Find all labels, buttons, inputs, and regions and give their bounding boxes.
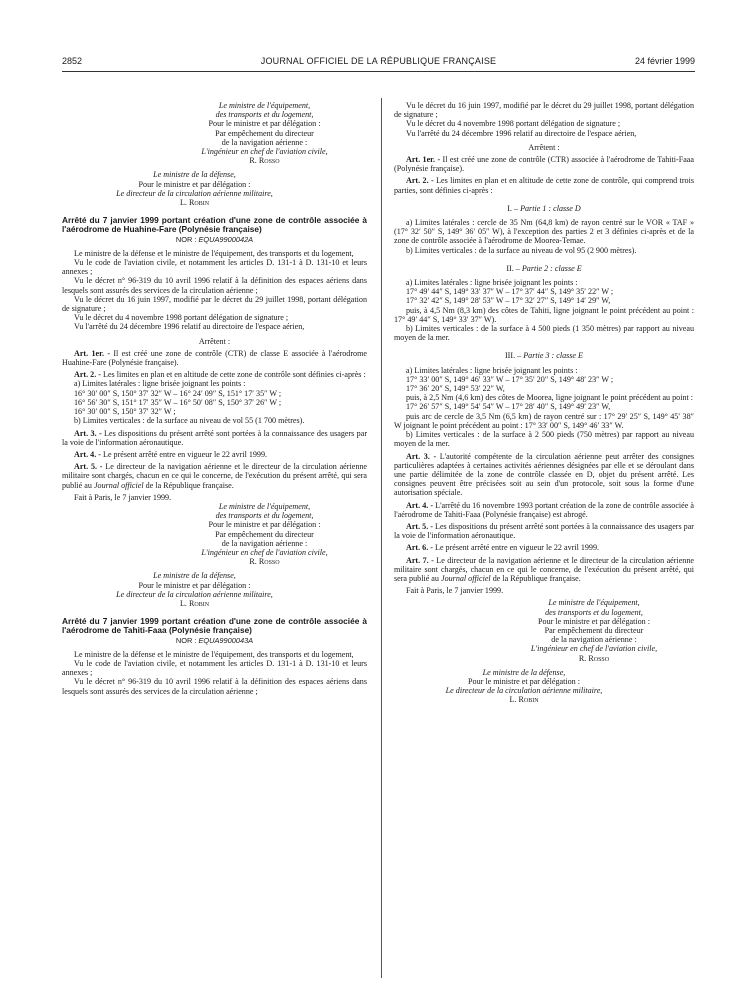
nor-reference: NOR : EQUA9900043A <box>175 635 254 645</box>
section-heading: II. – Partie 2 : classe E <box>506 263 582 273</box>
sig-line: Le directeur de la circulation aérienne militaire, <box>116 589 273 599</box>
article-3: Art. 3. - Les dispositions du présent arrêté sont portées à la connaissance des usagers par la voie de l'information aéronautique. <box>62 428 368 447</box>
signatory-name: L. Robin <box>179 198 210 208</box>
left-column <box>62 101 367 696</box>
visa-paragraph: Vu le décret n° 96-319 du 10 avril 1996 relatif à la définition des espaces aériens dans lesquels sont assurés des services de la circulation aérienne ; <box>62 276 367 295</box>
sig-line: Par empêchement du directeur <box>544 625 644 635</box>
sig-line: Le ministre de l'équipement, <box>548 598 640 608</box>
right-column <box>394 101 694 705</box>
sig-line: Pour le ministre et par délégation : <box>138 580 251 590</box>
sig-line: L'ingénieur en chef de l'aviation civile, <box>201 547 328 557</box>
limits-lateral: a) Limites latérales : ligne brisée joignant les points : <box>406 365 578 375</box>
signature-block-defense <box>394 668 694 705</box>
page-number: 2852 <box>62 56 83 66</box>
signatory-name: R. Rosso <box>249 557 280 567</box>
signature-block-equipement <box>62 502 367 566</box>
sig-line: Par empêchement du directeur <box>215 529 314 539</box>
limits-vertical: b) Limites verticales : de la surface à 2 500 pieds (750 mètres) par rapport au niveau moyen de la mer. <box>394 430 694 449</box>
sig-line: de la navigation aérienne : <box>221 137 308 147</box>
journal-title: JOURNAL OFFICIEL DE LA RÉPUBLIQUE FRANÇAISE <box>260 56 497 66</box>
sig-line: Le directeur de la circulation aérienne militaire, <box>445 686 603 696</box>
limits-vertical: b) Limites verticales : de la surface au niveau de vol 55 (1 700 mètres). <box>74 416 305 426</box>
visa-paragraph: Le ministre de la défense et le ministre de l'équipement, des transports et du logement, <box>74 248 354 258</box>
issue-date: 24 février 1999 <box>634 56 695 66</box>
coordinate-line: 17° 32′ 42″ S, 149° 28′ 53″ W – 17° 32′ 27″ S, 149° 14′ 29″ W, <box>406 296 611 306</box>
article-7: Art. 7. - Le directeur de la navigation aérienne et le directeur de la circulation aérienne militaire sont chargés, chacun en ce qui le concerne, de l'exécution du présent arrêté, qui sera publié au Journal officiel de la République française. <box>394 555 694 583</box>
visa-paragraph: Vu le décret du 4 novembre 1998 portant délégation de signature ; <box>74 313 289 323</box>
sig-line: L'ingénieur en chef de l'aviation civile, <box>530 644 658 654</box>
visa-paragraph: Vu le code de l'aviation civile, et notamment les articles D. 131-1 à D. 131-10 et leurs annexes ; <box>62 258 367 277</box>
sig-line: des transports et du logement, <box>215 511 314 521</box>
article-1: Art. 1er. - Il est créé une zone de contrôle (CTR) associée à l'aérodrome de Tahiti-Faaa (Polynésie française). <box>394 155 694 174</box>
coordinate-line: 16° 56′ 30″ S, 151° 17′ 35″ W – 16° 50′ 08″ S, 150° 37′ 26″ W ; <box>74 397 282 407</box>
signature-block-equipement <box>394 598 694 662</box>
sig-line: Le ministre de la défense, <box>482 667 566 677</box>
visa-paragraph: Vu le code de l'aviation civile, et notamment les articles D. 131-1 à D. 131-10 et leurs annexes ; <box>62 658 367 678</box>
fait-a-paris: Fait à Paris, le 7 janvier 1999. <box>406 586 504 596</box>
sig-line: de la navigation aérienne : <box>551 635 637 645</box>
limits-lateral: a) Limites latérales : cercle de 35 Nm (64,8 km) de rayon centré sur le VOR « TAF » (17° 32′ 50″ S, 149° 36′ 05″ W), à l'exception des parties 2 et 3 définies ci-après et de la zone de contrôle associée à l'aérodrome de Moorea-Temae. <box>394 218 694 246</box>
coordinate-line: 17° 33′ 00″ S, 149° 46′ 33″ W – 17° 35′ 20″ S, 149° 48′ 23″ W ; <box>406 374 614 384</box>
running-header <box>62 56 695 70</box>
sig-line: Le ministre de l'équipement, <box>218 101 311 110</box>
sig-line: Pour le ministre et par délégation : <box>538 616 650 626</box>
signatory-name: L. Robin <box>509 695 539 705</box>
limits-lateral: a) Limites latérales : ligne brisée joignant les points : <box>406 278 578 288</box>
header-rule <box>62 71 695 72</box>
sig-line: Le ministre de l'équipement, <box>218 501 311 511</box>
visa-paragraph: Vu le décret du 4 novembre 1998 portant délégation de signature ; <box>406 119 621 129</box>
sig-line: des transports et du logement, <box>545 607 643 617</box>
sig-line: Le ministre de la défense, <box>153 571 236 581</box>
article-5: Art. 5. - Le directeur de la navigation aérienne et le directeur de la circulation aérienne militaire sont chargés, chacun en ce qui le concerne, de l'exécution du présent arrêté, qui sera publié au Journal officiel de la République française. <box>62 462 368 490</box>
column-divider <box>381 98 382 978</box>
sig-line: Pour le ministre et par délégation : <box>208 520 321 530</box>
signatory-name: R. Rosso <box>578 653 610 663</box>
coordinate-line: puis, à 2,5 Nm (4,6 km) des côtes de Moorea, ligne joignant le point précédent au point : <box>406 393 694 403</box>
article-4: Art. 4. - L'arrêté du 16 novembre 1993 portant création de la zone de contrôle associée à l'aérodrome de Tahiti-Faaa (Polynésie française) est abrogé. <box>394 500 695 519</box>
visa-paragraph: Vu l'arrêté du 24 décembre 1996 relatif au directoire de l'espace aérien, <box>74 322 305 332</box>
visa-paragraph: Vu le décret du 16 juin 1997, modifié par le décret du 29 juillet 1998, portant délégation de signature ; <box>62 294 367 314</box>
visa-paragraph: Le ministre de la défense et le ministre de l'équipement, des transports et du logement, <box>74 649 354 659</box>
section-heading: III. – Partie 3 : classe E <box>504 351 583 361</box>
article-6: Art. 6. - Le présent arrêté entre en vigueur le 22 avril 1999. <box>406 543 600 553</box>
coordinate-line: 17° 49′ 44″ S, 149° 33′ 37″ W – 17° 37′ 44″ S, 149° 35′ 22″ W ; <box>406 287 614 297</box>
signatory-name: R. Rosso <box>249 156 280 166</box>
signatory-name: L. Robin <box>179 598 210 608</box>
coordinate-line: 17° 36′ 20″ S, 149° 53′ 22″ W, <box>406 384 505 394</box>
signature-block-defense <box>62 571 367 608</box>
sig-line: Le directeur de la circulation aérienne militaire, <box>116 188 273 198</box>
signature-block-defense <box>62 170 367 207</box>
limits-lateral: a) Limites latérales : ligne brisée joignant les points : <box>74 379 246 389</box>
visa-paragraph: Vu l'arrêté du 24 décembre 1996 relatif au directoire de l'espace aérien, <box>406 128 637 138</box>
arrete-title: Arrêté du 7 janvier 1999 portant création d'une zone de contrôle associée à l'aérodrome de Tahiti-Faaa (Polynésie française) <box>62 616 367 636</box>
nor-reference: NOR : EQUA9900042A <box>175 234 254 244</box>
sig-line: Le ministre de la défense, <box>153 170 236 180</box>
coordinate-line: 16° 30′ 00″ S, 150° 37′ 32″ W – 16° 24′ 09″ S, 151° 17′ 35″ W ; <box>74 388 282 398</box>
signature-block-equipement <box>62 101 367 165</box>
sig-line: des transports et du logement, <box>215 110 314 120</box>
visa-paragraph: Vu le décret n° 96-319 du 10 avril 1996 relatif à la définition des espaces aériens dans lesquels sont assurés des services de la circulation aérienne ; <box>62 677 367 696</box>
visa-paragraph: Vu le décret du 16 juin 1997, modifié par le décret du 29 juillet 1998, portant délégation de signature ; <box>394 101 694 120</box>
article-5: Art. 5. - Les dispositions du présent arrêté sont portées à la connaissance des usagers par la voie de l'information aéronautique. <box>394 521 694 541</box>
article-2: Art. 2. - Les limites en plan et en altitude de cette zone de contrôle, qui comprend trois parties, sont définies ci-après : <box>394 176 695 195</box>
coordinate-line: puis arc de cercle de 3,5 Nm (6,5 km) de rayon centré sur : 17° 29′ 25″ S, 149° 45′ 38″ W joignant le point précédent au point : 17° 33′ 00″ S, 149° 46′ 33″ W. <box>394 411 694 430</box>
coordinate-line: 16° 30′ 00″ S, 150° 37′ 32″ W ; <box>74 407 176 417</box>
article-2: Art. 2. - Les limites en plan et en altitude de cette zone de contrôle sont définies ci-après : <box>74 370 366 380</box>
coordinate-line: puis, à 4,5 Nm (8,3 km) des côtes de Tahiti, ligne joignant le point précédent au point : 17° 49′ 44″ S, 149° 33′ 37″ W). <box>394 305 694 324</box>
sig-line: Pour le ministre et par délégation : <box>468 676 580 686</box>
arretent-label: Arrêtent : <box>528 142 560 152</box>
sig-line: L'ingénieur en chef de l'aviation civile, <box>201 147 328 157</box>
coordinate-line: 17° 26′ 57″ S, 149° 54′ 54″ W – 17° 28′ 40″ S, 149° 49′ 23″ W, <box>406 402 611 412</box>
sig-line: de la navigation aérienne : <box>221 538 308 548</box>
arrete-title: Arrêté du 7 janvier 1999 portant création d'une zone de contrôle associée à l'aérodrome de Huahine-Fare (Polynésie française) <box>62 215 367 235</box>
limits-vertical: b) Limites verticales : de la surface à 4 500 pieds (1 350 mètres) par rapport au niveau moyen de la mer. <box>394 324 694 343</box>
sig-line: Par empêchement du directeur <box>215 128 314 138</box>
arretent-label: Arrêtent : <box>198 336 231 346</box>
limits-vertical: b) Limites verticales : de la surface au niveau de vol 95 (2 900 mètres). <box>406 245 637 255</box>
article-3: Art. 3. - L'autorité compétente de la circulation aérienne peut arrêter des consignes particulières adaptées à certaines activités aériennes désignées par elle et se déroulant dans une partie délimitée de la zone de contrôle classée en D, objet du présent arrêté. Les consignes peuvent être précisées soit au sein d'un protocole, soit sous la forme d'une autorisation spéciale. <box>394 451 695 498</box>
sig-line: Pour le ministre et par délégation : <box>208 119 321 129</box>
article-4: Art. 4. - Le présent arrêté entre en vigueur le 22 avril 1999. <box>74 449 268 459</box>
section-heading: I. – Partie 1 : classe D <box>507 203 581 213</box>
fait-a-paris: Fait à Paris, le 7 janvier 1999. <box>74 492 172 502</box>
sig-line: Pour le ministre et par délégation : <box>138 179 251 189</box>
article-1: Art. 1er. - Il est créé une zone de contrôle (CTR) de classe E associée à l'aérodrome Huahine-Fare (Polynésie française). <box>62 348 367 368</box>
